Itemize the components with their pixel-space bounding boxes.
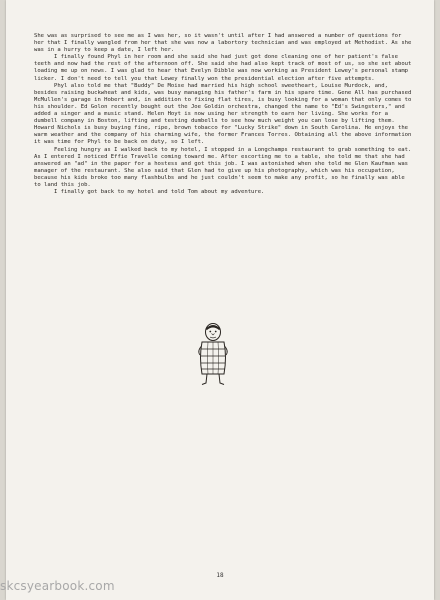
paragraph: I finally found Phyl in her room and she said she had just got done cleaning one of her patient's false teeth and now had the rest of the afternoon off. She said she had also kept track of most of us, so she set about loading me up on news. I was glad to hear that Evelyn Dibble was now working as President Lewey's personal stamp licker. I don't need to tell you that Lewey finally won the presidential election after five attempts. <box>34 54 412 82</box>
paragraph: I finally got back to my hotel and told Tom about my adventure. <box>54 189 265 196</box>
paragraph: Phyl also told me that "Buddy" De Moise had married his high school sweetheart, Louise Murdock, and, besides raising buckwheat and kids, was busy managing his father's farm in his spare time. Gene All has purchased McMullen's garage in Hobert and, in addition to fixing flat tires, is busy looking for a woman that only comes to his shoulder. Ed Golon recently bought out the Joe Goldin orchestra, changed the name to "Ed's Swingsters," and added a singer and a music stand. Helen Hoyt is now using her strength to earn her living. She works for a dumbell company in Boston, lifting and testing dumbells to see how much weight you can lose by lifting them. Howard Nichols is busy buying fine, ripe, brown tobacco for "Lucky Strike" down in South Carolina. He enjoys the warm weather and the company of his charming wife, the former Frances Torres. Obtaining all the above information it was time for Phyl to be back on duty, so I left. <box>34 82 412 146</box>
paragraph: She was as surprised to see me as I was her, so it wasn't until after I had answered a number of questions for her that I finally wangled from her that she was now a labortory technician and was employed at Methodist. As she was in a hurry to keep a date, I left her. <box>34 33 412 54</box>
body-text <box>34 33 412 196</box>
site-watermark: skcsyearbook.com <box>0 579 115 593</box>
paragraph: Feeling hungry as I walked back to my hotel, I stopped in a Longchamps restaurant to grab something to eat. As I entered I noticed Effie Travelle coming toward me. After escorting me to a table, she told me that she had answered an "ad" in the paper for a hostess and got this job. I was astonished when she told me Glen Kaufman was manager of the restaurant. She also said that Glen had to give up his photography, which was his occupation, because his kids broke too many flashbulbs and he just couldn't seem to make any profit, so he finally was able to land this job. <box>34 146 412 188</box>
barrel-man-illustration <box>190 322 236 386</box>
yearbook-page <box>6 0 434 600</box>
page-number: 18 <box>216 572 224 579</box>
